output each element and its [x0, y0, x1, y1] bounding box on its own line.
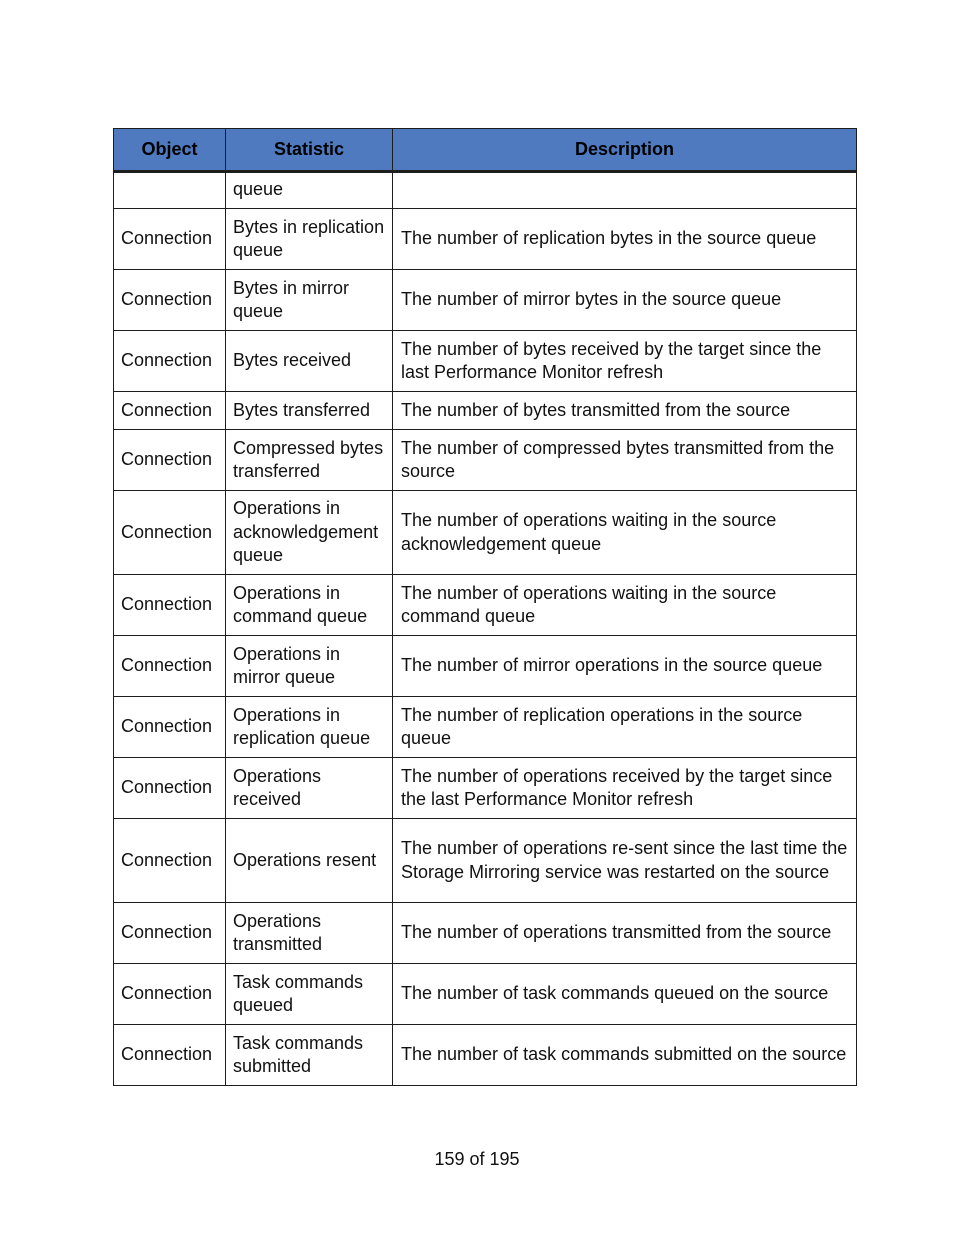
cell-description: The number of compressed bytes transmitted from the source	[393, 430, 857, 491]
cell-statistic: Operations in replication queue	[226, 697, 393, 758]
cell-description: The number of mirror operations in the source queue	[393, 636, 857, 697]
cell-description: The number of replication bytes in the source queue	[393, 209, 857, 270]
cell-statistic: Bytes received	[226, 331, 393, 392]
cell-statistic: Operations in acknowledgement queue	[226, 491, 393, 575]
cell-object: Connection	[114, 270, 226, 331]
table-row	[114, 331, 857, 392]
cell-description	[393, 172, 857, 209]
table-row	[114, 270, 857, 331]
cell-object: Connection	[114, 392, 226, 430]
table-row	[114, 903, 857, 964]
cell-object: Connection	[114, 430, 226, 491]
cell-statistic: Task commands submitted	[226, 1025, 393, 1086]
cell-statistic: Compressed bytes transferred	[226, 430, 393, 491]
cell-description: The number of operations waiting in the source command queue	[393, 575, 857, 636]
cell-object: Connection	[114, 491, 226, 575]
cell-statistic: Task commands queued	[226, 964, 393, 1025]
cell-description: The number of mirror bytes in the source queue	[393, 270, 857, 331]
cell-description: The number of task commands submitted on the source	[393, 1025, 857, 1086]
table-row	[114, 697, 857, 758]
cell-description: The number of task commands queued on the source	[393, 964, 857, 1025]
cell-statistic: Operations resent	[226, 819, 393, 903]
table-row	[114, 819, 857, 903]
cell-statistic: Bytes in mirror queue	[226, 270, 393, 331]
table-row	[114, 964, 857, 1025]
table-row	[114, 209, 857, 270]
header-statistic: Statistic	[226, 129, 393, 172]
cell-statistic: queue	[226, 172, 393, 209]
cell-object: Connection	[114, 903, 226, 964]
cell-statistic: Operations received	[226, 758, 393, 819]
cell-object: Connection	[114, 758, 226, 819]
table-header	[114, 129, 857, 172]
cell-object: Connection	[114, 697, 226, 758]
cell-statistic: Bytes transferred	[226, 392, 393, 430]
cell-statistic: Operations transmitted	[226, 903, 393, 964]
cell-description: The number of bytes received by the target since the last Performance Monitor refresh	[393, 331, 857, 392]
cell-object: Connection	[114, 636, 226, 697]
cell-description: The number of replication operations in the source queue	[393, 697, 857, 758]
header-row	[114, 129, 857, 172]
table-row	[114, 575, 857, 636]
table-row	[114, 1025, 857, 1086]
table-row	[114, 636, 857, 697]
cell-object: Connection	[114, 575, 226, 636]
statistics-table	[113, 128, 857, 1086]
cell-object: Connection	[114, 1025, 226, 1086]
cell-description: The number of operations transmitted from the source	[393, 903, 857, 964]
cell-description: The number of operations waiting in the source acknowledgement queue	[393, 491, 857, 575]
page-number: 159 of 195	[434, 1149, 520, 1169]
cell-statistic: Operations in mirror queue	[226, 636, 393, 697]
cell-description: The number of operations received by the target since the last Performance Monitor refresh	[393, 758, 857, 819]
table-row	[114, 491, 857, 575]
table-body	[114, 172, 857, 1086]
cell-object: Connection	[114, 331, 226, 392]
cell-statistic: Operations in command queue	[226, 575, 393, 636]
cell-object: Connection	[114, 964, 226, 1025]
table-row	[114, 758, 857, 819]
table-row	[114, 172, 857, 209]
cell-object: Connection	[114, 819, 226, 903]
cell-object	[114, 172, 226, 209]
cell-description: The number of operations re-sent since the last time the Storage Mirroring service was restarted on the source	[393, 819, 857, 903]
cell-statistic: Bytes in replication queue	[226, 209, 393, 270]
table-row	[114, 392, 857, 430]
table-row	[114, 430, 857, 491]
header-description: Description	[393, 129, 857, 172]
header-object: Object	[114, 129, 226, 172]
cell-object: Connection	[114, 209, 226, 270]
cell-description: The number of bytes transmitted from the source	[393, 392, 857, 430]
